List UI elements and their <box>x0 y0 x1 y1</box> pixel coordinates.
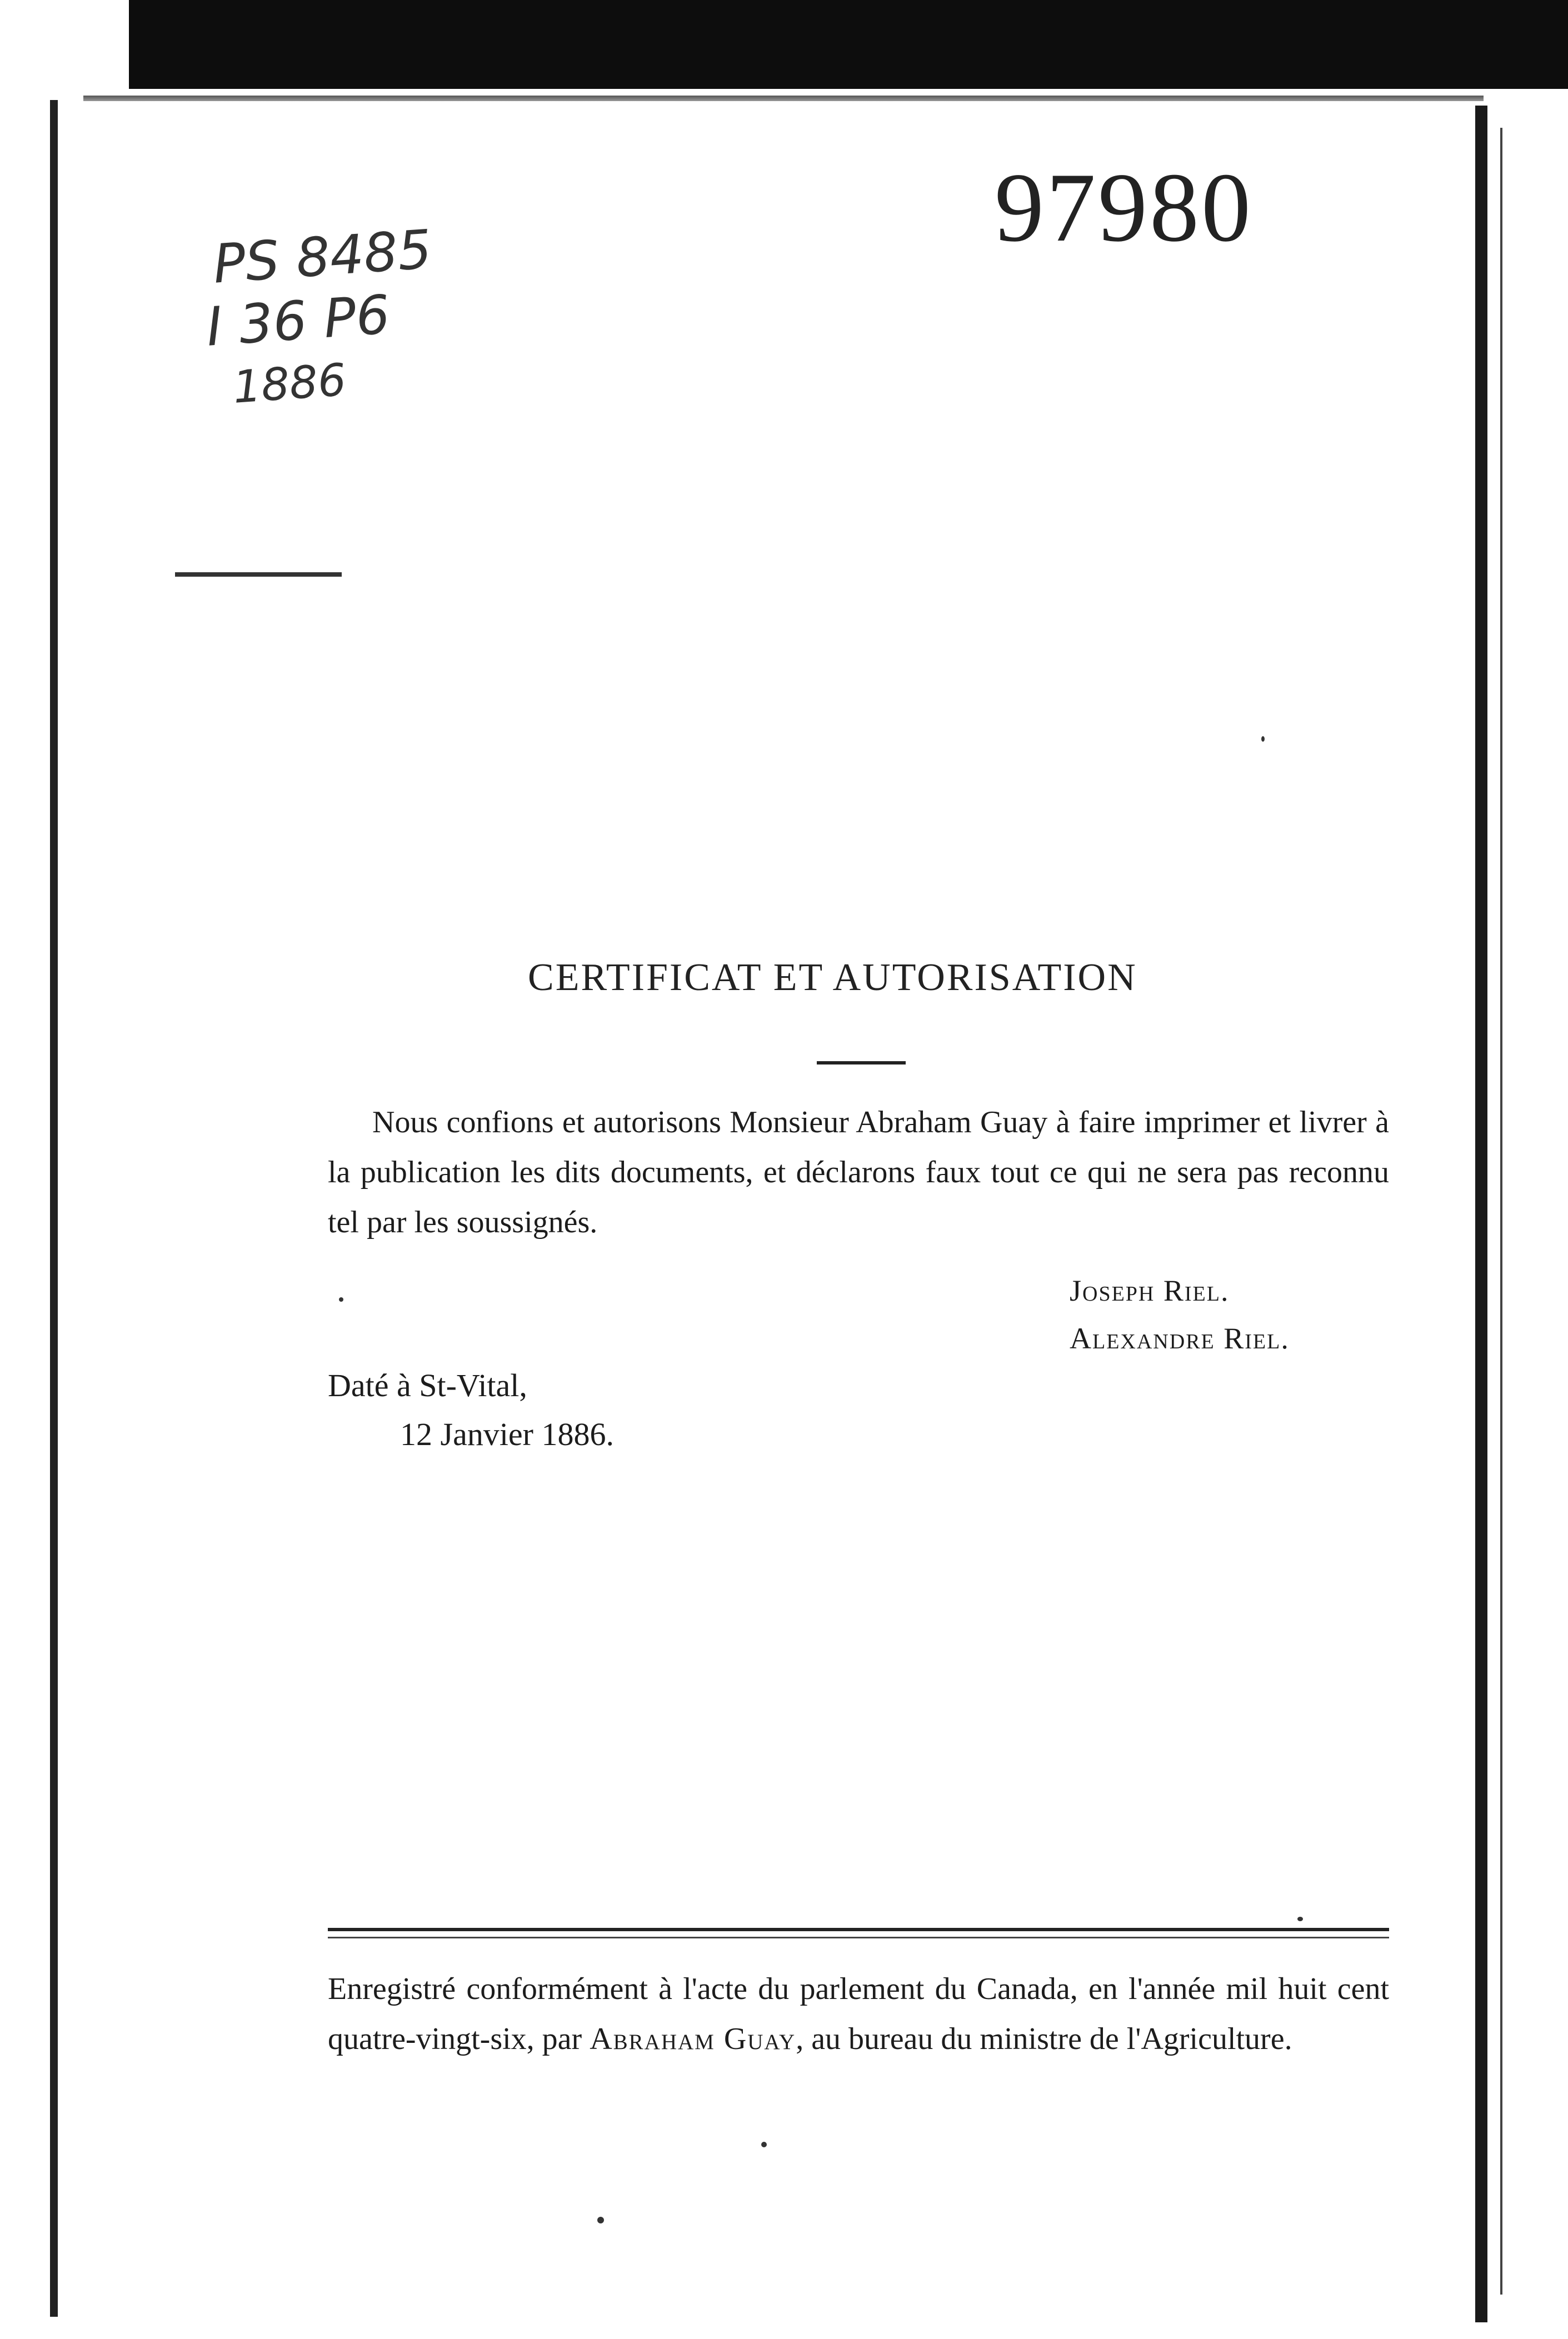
scan-speck <box>597 2217 604 2223</box>
handwritten-call-number <box>204 209 568 419</box>
registration-text-before: Enregistré conformément à l'acte du parlement du Canada, en l'année mil huit cent quatre-vingt-six, par <box>328 1972 1389 2056</box>
call-number-line-2: I 36 P6 <box>204 283 392 358</box>
call-number-strike <box>175 572 342 577</box>
page-right-edge-inner <box>1500 128 1502 2295</box>
page-heading: CERTIFICAT ET AUTORISATION <box>528 956 1137 999</box>
scan-speck <box>761 2142 767 2147</box>
page-right-edge <box>1475 106 1487 2322</box>
scan-speck <box>339 1297 343 1302</box>
call-number-line-1: PS 8485 <box>211 218 434 296</box>
registration-text-after: , au bureau du ministre de l'Agriculture. <box>796 2022 1292 2056</box>
signature-alexandre-riel: Alexandre Riel. <box>1070 1322 1290 1355</box>
footer-rule-top <box>328 1928 1389 1931</box>
certificate-body: Nous confions et autorisons Monsieur Abraham Guay à faire imprimer et livrer à la publication les dits documents, et déclarons faux tout ce qui ne sera pas reconnu tel par les soussignés. <box>328 1105 1389 1240</box>
registration-name: Abraham Guay <box>590 2022 796 2056</box>
signature-joseph-riel: Joseph Riel. <box>1070 1274 1230 1307</box>
heading-rule <box>817 1061 906 1064</box>
page-top-edge <box>83 96 1484 101</box>
accession-number: 97980 <box>995 152 1253 262</box>
signatures <box>1070 1267 1290 1362</box>
scan-speck <box>1261 736 1265 742</box>
footer-rule-bottom <box>328 1937 1389 1938</box>
scan-top-shadow <box>129 0 1568 89</box>
date-line: 12 Janvier 1886. <box>400 1416 614 1452</box>
registration-notice <box>328 1964 1389 2064</box>
date-place <box>328 1361 614 1459</box>
page-left-edge <box>50 100 58 2317</box>
date-place-line: Daté à St-Vital, <box>328 1367 527 1403</box>
scan-speck <box>1297 1917 1303 1921</box>
call-number-line-3: 1886 <box>231 353 348 413</box>
